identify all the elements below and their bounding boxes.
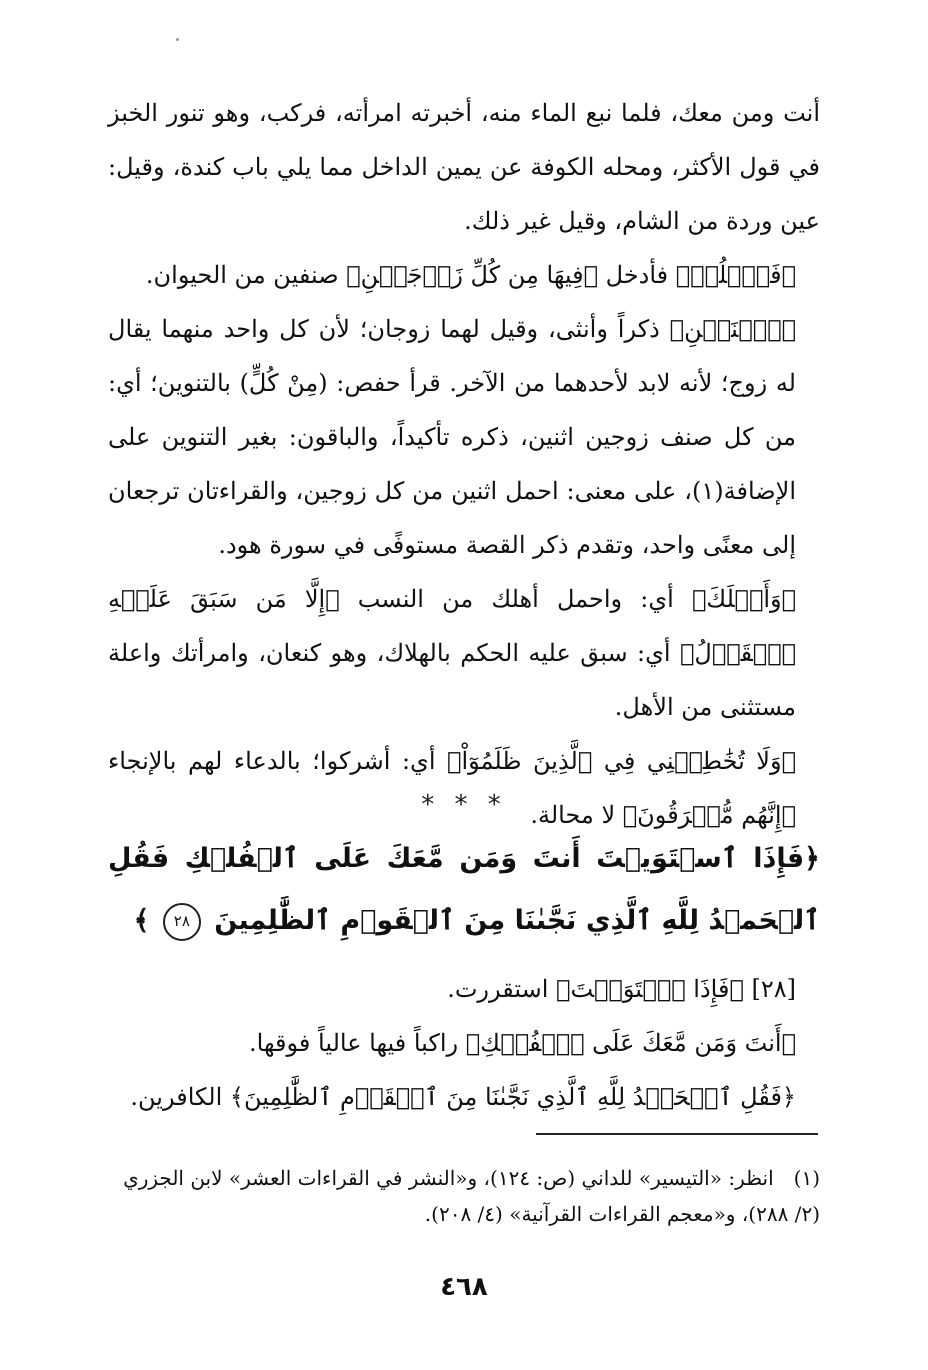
verse-commentary (106, 962, 796, 1124)
footnote (108, 1160, 820, 1232)
paragraph-1: أنت ومن معك، فلما نبع الماء منه، أخبرته امرأته، فركب، وهو تنور الخبز في قول الأكثر، ومحله الكوفة عن يمين الداخل مما يلي باب كندة، وقيل: عين وردة من الشام، وقيل غير ذلك. (108, 99, 820, 235)
footnote-number: (١) (793, 1166, 820, 1190)
quran-verse (108, 828, 820, 952)
scan-speck (176, 38, 179, 41)
section-separator: * * * (421, 790, 507, 820)
ayah-number-marker: ٢٨ (163, 903, 201, 941)
commentary-line-1: [٢٨] ﴿فَإِذَا ٱسۡتَوَيۡتَ﴾ استقررت. (447, 975, 796, 1003)
paragraph-5: ﴿وَلَا تُخَٰطِبۡنِي فِي ٱلَّذِينَ ظَلَمُوٓاْ﴾ أي: أشركوا؛ بالدعاء لهم بالإنجاء ﴿إِنَّهُم مُّغۡرَقُونَ﴾ لا محالة. (108, 747, 796, 829)
footnote-divider (536, 1133, 818, 1135)
paragraph-3: ﴿ٱثۡنَيۡنِ﴾ ذكراً وأنثى، وقيل لهما زوجان؛ لأن كل واحد منهما يقال له زوج؛ لأنه لابد لأحدهما من الآخر. قرأ حفص: (مِنْ كُلٍّ) بالتنوين؛ أي: من كل صنف زوجين اثنين، ذكره تأكيداً، والباقون: بغير التنوين على الإضافة(١)، على معنى: احمل اثنين من كل زوجين، والقراءتان ترجعان إلى معنًى واحد، وتقدم ذكر القصة مستوفًى في سورة هود. (108, 315, 796, 559)
paragraph-4: ﴿وَأَهۡلَكَ﴾ أي: واحمل أهلك من النسب ﴿إِلَّا مَن سَبَقَ عَلَيۡهِ ٱلۡقَوۡلُ﴾ أي: سبق عليه الحكم بالهلاك، وهو كنعان، وامرأتك واعلة مستثنى من الأهل. (108, 585, 796, 721)
footnote-text: انظر: «التيسير» للداني (ص: ١٢٤)، و«النشر في القراءات العشر» لابن الجزري (٢/ ٢٨٨)، و«معجم القراءات القرآنية» (٤/ ٢٠٨). (123, 1166, 820, 1226)
page-number: ٤٦٨ (440, 1272, 488, 1302)
commentary-line-3: ﴿فَقُلِ ٱلۡحَمۡدُ لِلَّهِ ٱلَّذِي نَجَّىٰنَا مِنَ ٱلۡقَوۡمِ ٱلظَّٰلِمِينَ﴾ الكافرين. (130, 1083, 796, 1111)
commentary-line-2: ﴿أَنتَ وَمَن مَّعَكَ عَلَى ٱلۡفُلۡكِ﴾ راكباً فيها عالياً فوقها. (249, 1029, 796, 1057)
paragraph-2: ﴿فَٱسۡلُكۡ﴾ فأدخل ﴿فِيهَا مِن كُلِّ زَوۡجَيۡنِ﴾ صنفين من الحيوان. (145, 261, 796, 289)
verse-close-bracket: ﴾ (133, 905, 150, 936)
body-text (108, 86, 820, 842)
verse-text: ﴿فَإِذَا ٱسۡتَوَيۡتَ أَنتَ وَمَن مَّعَكَ عَلَى ٱلۡفُلۡكِ فَقُلِ ٱلۡحَمۡدُ لِلَّهِ ٱلَّذِي نَجَّىٰنَا مِنَ ٱلۡقَوۡمِ ٱلظَّٰلِمِينَ (108, 843, 820, 936)
